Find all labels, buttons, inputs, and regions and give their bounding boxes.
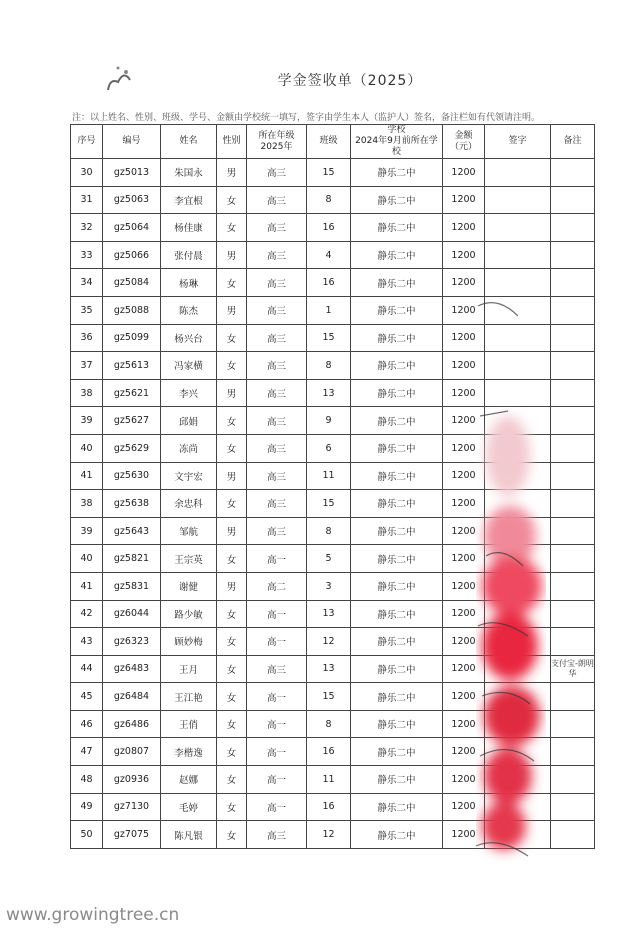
- cell-name: 毛婷: [161, 793, 217, 821]
- cell-gender: 女: [217, 655, 247, 683]
- cell-note: [551, 710, 595, 738]
- cell-signature: [485, 462, 551, 490]
- cell-note: [551, 186, 595, 214]
- cell-name: 王宗英: [161, 545, 217, 573]
- cell-name: 李兴: [161, 379, 217, 407]
- cell-grade: 高一: [247, 710, 307, 738]
- cell-name: 朱国永: [161, 159, 217, 187]
- cell-amount: 1200: [443, 407, 485, 435]
- cell-no: 43: [71, 628, 103, 656]
- cell-amount: 1200: [443, 738, 485, 766]
- cell-school: 静乐二中: [351, 572, 443, 600]
- cell-name: 杨兴台: [161, 324, 217, 352]
- cell-grade: 高三: [247, 517, 307, 545]
- cell-no: 41: [71, 572, 103, 600]
- cell-no: 39: [71, 407, 103, 435]
- cell-class: 13: [307, 600, 351, 628]
- cell-gender: 女: [217, 766, 247, 794]
- cell-gender: 男: [217, 517, 247, 545]
- cell-id: gz6486: [103, 710, 161, 738]
- table-row: [71, 379, 595, 407]
- cell-school: 静乐二中: [351, 352, 443, 380]
- cell-school: 静乐二中: [351, 186, 443, 214]
- cell-grade: 高一: [247, 628, 307, 656]
- cell-signature: [485, 407, 551, 435]
- header-grade: 所在年级 2025年: [247, 125, 307, 159]
- cell-note: [551, 655, 595, 683]
- cell-id: gz5064: [103, 214, 161, 242]
- cell-signature: [485, 600, 551, 628]
- table-row: [71, 324, 595, 352]
- cell-grade: 高一: [247, 600, 307, 628]
- cell-no: 35: [71, 296, 103, 324]
- cell-note: [551, 766, 595, 794]
- cell-no: 37: [71, 352, 103, 380]
- cell-note: [551, 269, 595, 297]
- table-row: [71, 600, 595, 628]
- cell-amount: 1200: [443, 379, 485, 407]
- cell-id: gz5621: [103, 379, 161, 407]
- cell-id: gz0936: [103, 766, 161, 794]
- cell-no: 34: [71, 269, 103, 297]
- cell-gender: 女: [217, 738, 247, 766]
- cell-class: 16: [307, 214, 351, 242]
- cell-class: 12: [307, 821, 351, 849]
- table-row: [71, 821, 595, 849]
- cell-grade: 高三: [247, 186, 307, 214]
- cell-class: 16: [307, 793, 351, 821]
- cell-class: 13: [307, 379, 351, 407]
- cell-note: [551, 462, 595, 490]
- watermark-text: www.growingtree.cn: [6, 905, 180, 925]
- cell-id: gz5638: [103, 490, 161, 518]
- header-id: 编号: [103, 125, 161, 159]
- header-name: 姓名: [161, 125, 217, 159]
- cell-grade: 高三: [247, 434, 307, 462]
- cell-signature: [485, 352, 551, 380]
- cell-gender: 女: [217, 545, 247, 573]
- cell-class: 5: [307, 545, 351, 573]
- cell-school: 静乐二中: [351, 710, 443, 738]
- cell-no: 44: [71, 655, 103, 683]
- cell-no: 40: [71, 545, 103, 573]
- cell-school: 静乐二中: [351, 269, 443, 297]
- cell-gender: 女: [217, 269, 247, 297]
- header-signature: 签字: [485, 125, 551, 159]
- cell-id: gz5084: [103, 269, 161, 297]
- cell-amount: 1200: [443, 655, 485, 683]
- cell-signature: [485, 269, 551, 297]
- cell-signature: [485, 683, 551, 711]
- cell-note: [551, 683, 595, 711]
- cell-signature: [485, 545, 551, 573]
- cell-gender: 男: [217, 462, 247, 490]
- school-logo: [100, 60, 140, 100]
- cell-grade: 高三: [247, 655, 307, 683]
- cell-gender: 女: [217, 793, 247, 821]
- cell-gender: 女: [217, 683, 247, 711]
- cell-name: 陈杰: [161, 296, 217, 324]
- cell-school: 静乐二中: [351, 296, 443, 324]
- cell-note: [551, 241, 595, 269]
- table-row: [71, 517, 595, 545]
- cell-amount: 1200: [443, 821, 485, 849]
- cell-signature: [485, 738, 551, 766]
- cell-no: 41: [71, 462, 103, 490]
- receipt-table: [70, 124, 595, 849]
- table-row: [71, 159, 595, 187]
- cell-school: 静乐二中: [351, 683, 443, 711]
- table-row: [71, 490, 595, 518]
- cell-signature: [485, 572, 551, 600]
- cell-gender: 女: [217, 821, 247, 849]
- cell-school: 静乐二中: [351, 407, 443, 435]
- cell-grade: 高三: [247, 352, 307, 380]
- cell-signature: [485, 379, 551, 407]
- cell-name: 余忠科: [161, 490, 217, 518]
- table-row: [71, 462, 595, 490]
- cell-name: 谢健: [161, 572, 217, 600]
- header-class: 班级: [307, 125, 351, 159]
- cell-school: 静乐二中: [351, 434, 443, 462]
- cell-gender: 男: [217, 572, 247, 600]
- cell-signature: [485, 793, 551, 821]
- cell-class: 8: [307, 517, 351, 545]
- cell-school: 静乐二中: [351, 738, 443, 766]
- cell-class: 11: [307, 462, 351, 490]
- cell-name: 王俏: [161, 710, 217, 738]
- note-text: 支付宝-朗明华: [551, 658, 594, 678]
- cell-school: 静乐二中: [351, 241, 443, 269]
- cell-name: 王月: [161, 655, 217, 683]
- cell-grade: 高三: [247, 269, 307, 297]
- cell-id: gz6323: [103, 628, 161, 656]
- cell-grade: 高三: [247, 821, 307, 849]
- cell-school: 静乐二中: [351, 379, 443, 407]
- cell-id: gz6044: [103, 600, 161, 628]
- cell-name: 冻尚: [161, 434, 217, 462]
- cell-amount: 1200: [443, 241, 485, 269]
- cell-signature: [485, 296, 551, 324]
- table-row: [71, 269, 595, 297]
- cell-no: 33: [71, 241, 103, 269]
- cell-amount: 1200: [443, 766, 485, 794]
- cell-grade: 高二: [247, 572, 307, 600]
- header-row: [71, 125, 595, 159]
- cell-name: 李楷逸: [161, 738, 217, 766]
- cell-signature: [485, 655, 551, 683]
- cell-note: [551, 600, 595, 628]
- cell-note: [551, 738, 595, 766]
- cell-signature: [485, 766, 551, 794]
- cell-class: 15: [307, 683, 351, 711]
- cell-name: 邹航: [161, 517, 217, 545]
- cell-name: 李宜根: [161, 186, 217, 214]
- cell-gender: 男: [217, 159, 247, 187]
- cell-grade: 高一: [247, 683, 307, 711]
- table-row: [71, 683, 595, 711]
- cell-amount: 1200: [443, 434, 485, 462]
- cell-class: 16: [307, 738, 351, 766]
- cell-amount: 1200: [443, 628, 485, 656]
- cell-grade: 高一: [247, 766, 307, 794]
- cell-no: 42: [71, 600, 103, 628]
- cell-no: 48: [71, 766, 103, 794]
- cell-school: 静乐二中: [351, 490, 443, 518]
- cell-note: [551, 324, 595, 352]
- cell-grade: 高三: [247, 462, 307, 490]
- cell-name: 张付晨: [161, 241, 217, 269]
- cell-name: 陈凡银: [161, 821, 217, 849]
- table-row: [71, 296, 595, 324]
- cell-signature: [485, 628, 551, 656]
- cell-class: 16: [307, 269, 351, 297]
- cell-school: 静乐二中: [351, 655, 443, 683]
- cell-school: 静乐二中: [351, 628, 443, 656]
- cell-grade: 高三: [247, 241, 307, 269]
- cell-school: 静乐二中: [351, 545, 443, 573]
- cell-gender: 男: [217, 241, 247, 269]
- cell-amount: 1200: [443, 214, 485, 242]
- cell-class: 12: [307, 628, 351, 656]
- table-row: [71, 434, 595, 462]
- cell-signature: [485, 710, 551, 738]
- cell-school: 静乐二中: [351, 159, 443, 187]
- cell-amount: 1200: [443, 352, 485, 380]
- cell-gender: 女: [217, 434, 247, 462]
- cell-no: 47: [71, 738, 103, 766]
- header-no: 序号: [71, 125, 103, 159]
- cell-signature: [485, 241, 551, 269]
- cell-name: 顾妙梅: [161, 628, 217, 656]
- cell-amount: 1200: [443, 545, 485, 573]
- cell-name: 文宇宏: [161, 462, 217, 490]
- cell-signature: [485, 159, 551, 187]
- cell-name: 王江艳: [161, 683, 217, 711]
- cell-signature: [485, 214, 551, 242]
- cell-note: [551, 407, 595, 435]
- cell-signature: [485, 434, 551, 462]
- cell-amount: 1200: [443, 683, 485, 711]
- cell-class: 8: [307, 186, 351, 214]
- cell-id: gz6484: [103, 683, 161, 711]
- cell-id: gz0807: [103, 738, 161, 766]
- cell-grade: 高三: [247, 407, 307, 435]
- cell-id: gz5066: [103, 241, 161, 269]
- cell-school: 静乐二中: [351, 214, 443, 242]
- cell-no: 38: [71, 379, 103, 407]
- cell-note: [551, 159, 595, 187]
- cell-amount: 1200: [443, 490, 485, 518]
- cell-name: 路少敏: [161, 600, 217, 628]
- instructions-text: 注：以上姓名、性别、班级、学号、金额由学校统一填写，签字由学生本人（监护人）签名，备注栏如有代领请注明。: [72, 113, 541, 123]
- cell-id: gz5063: [103, 186, 161, 214]
- cell-gender: 男: [217, 379, 247, 407]
- cell-no: 32: [71, 214, 103, 242]
- cell-id: gz5831: [103, 572, 161, 600]
- cell-class: 9: [307, 407, 351, 435]
- table-row: [71, 241, 595, 269]
- cell-id: gz5627: [103, 407, 161, 435]
- cell-id: gz5613: [103, 352, 161, 380]
- cell-class: 15: [307, 159, 351, 187]
- cell-id: gz5099: [103, 324, 161, 352]
- cell-grade: 高三: [247, 379, 307, 407]
- cell-amount: 1200: [443, 296, 485, 324]
- cell-gender: 女: [217, 600, 247, 628]
- cell-note: [551, 379, 595, 407]
- cell-id: gz6483: [103, 655, 161, 683]
- header-school: 学校 2024年9月前所在学校: [351, 125, 443, 159]
- table-row: [71, 766, 595, 794]
- header-gender: 性别: [217, 125, 247, 159]
- header-note: 备注: [551, 125, 595, 159]
- cell-class: 13: [307, 655, 351, 683]
- cell-id: gz7075: [103, 821, 161, 849]
- cell-amount: 1200: [443, 710, 485, 738]
- cell-school: 静乐二中: [351, 517, 443, 545]
- cell-grade: 高三: [247, 490, 307, 518]
- cell-gender: 女: [217, 628, 247, 656]
- cell-name: 杨琳: [161, 269, 217, 297]
- cell-name: 冯家横: [161, 352, 217, 380]
- cell-amount: 1200: [443, 186, 485, 214]
- cell-school: 静乐二中: [351, 821, 443, 849]
- cell-note: [551, 821, 595, 849]
- cell-amount: 1200: [443, 572, 485, 600]
- cell-grade: 高三: [247, 296, 307, 324]
- cell-grade: 高三: [247, 324, 307, 352]
- table-row: [71, 214, 595, 242]
- cell-grade: 高三: [247, 159, 307, 187]
- cell-note: [551, 352, 595, 380]
- cell-signature: [485, 490, 551, 518]
- table-row: [71, 572, 595, 600]
- cell-signature: [485, 186, 551, 214]
- cell-name: 赵娜: [161, 766, 217, 794]
- cell-id: gz5013: [103, 159, 161, 187]
- cell-id: gz5629: [103, 434, 161, 462]
- cell-gender: 女: [217, 407, 247, 435]
- cell-id: gz5821: [103, 545, 161, 573]
- cell-name: 杨佳康: [161, 214, 217, 242]
- cell-grade: 高三: [247, 214, 307, 242]
- table-row: [71, 738, 595, 766]
- table-row: [71, 407, 595, 435]
- cell-note: [551, 434, 595, 462]
- cell-gender: 女: [217, 186, 247, 214]
- cell-note: [551, 214, 595, 242]
- cell-gender: 女: [217, 710, 247, 738]
- header-amount: 金额 （元）: [443, 125, 485, 159]
- cell-signature: [485, 517, 551, 545]
- table-row: [71, 186, 595, 214]
- cell-no: 46: [71, 710, 103, 738]
- cell-note: [551, 296, 595, 324]
- cell-note: [551, 545, 595, 573]
- cell-id: gz7130: [103, 793, 161, 821]
- table-row: [71, 545, 595, 573]
- cell-note: [551, 517, 595, 545]
- cell-amount: 1200: [443, 324, 485, 352]
- cell-class: 15: [307, 324, 351, 352]
- cell-class: 11: [307, 766, 351, 794]
- cell-note: [551, 490, 595, 518]
- cell-class: 6: [307, 434, 351, 462]
- cell-school: 静乐二中: [351, 324, 443, 352]
- cell-amount: 1200: [443, 269, 485, 297]
- cell-grade: 高一: [247, 793, 307, 821]
- cell-school: 静乐二中: [351, 793, 443, 821]
- cell-grade: 高一: [247, 545, 307, 573]
- cell-amount: 1200: [443, 462, 485, 490]
- cell-school: 静乐二中: [351, 600, 443, 628]
- cell-grade: 高一: [247, 738, 307, 766]
- cell-name: 邱娟: [161, 407, 217, 435]
- cell-no: 39: [71, 517, 103, 545]
- cell-id: gz5630: [103, 462, 161, 490]
- cell-note: [551, 793, 595, 821]
- cell-amount: 1200: [443, 793, 485, 821]
- table-row: [71, 710, 595, 738]
- cell-class: 8: [307, 352, 351, 380]
- cell-note: [551, 572, 595, 600]
- cell-id: gz5088: [103, 296, 161, 324]
- cell-id: gz5643: [103, 517, 161, 545]
- cell-no: 36: [71, 324, 103, 352]
- cell-class: 1: [307, 296, 351, 324]
- cell-school: 静乐二中: [351, 462, 443, 490]
- cell-class: 8: [307, 710, 351, 738]
- cell-amount: 1200: [443, 159, 485, 187]
- cell-gender: 女: [217, 352, 247, 380]
- cell-no: 50: [71, 821, 103, 849]
- cell-gender: 女: [217, 214, 247, 242]
- cell-no: 30: [71, 159, 103, 187]
- table-row: [71, 793, 595, 821]
- cell-gender: 女: [217, 324, 247, 352]
- cell-no: 49: [71, 793, 103, 821]
- cell-school: 静乐二中: [351, 766, 443, 794]
- document-title: 学金签收单（2025）: [277, 73, 423, 89]
- table-row: [71, 628, 595, 656]
- cell-class: 3: [307, 572, 351, 600]
- cell-class: 4: [307, 241, 351, 269]
- cell-signature: [485, 324, 551, 352]
- cell-no: 38: [71, 490, 103, 518]
- cell-amount: 1200: [443, 517, 485, 545]
- cell-no: 40: [71, 434, 103, 462]
- table-row: [71, 655, 595, 683]
- cell-gender: 女: [217, 490, 247, 518]
- cell-no: 31: [71, 186, 103, 214]
- cell-amount: 1200: [443, 600, 485, 628]
- cell-signature: [485, 821, 551, 849]
- table-row: [71, 352, 595, 380]
- cell-gender: 男: [217, 296, 247, 324]
- cell-no: 45: [71, 683, 103, 711]
- cell-class: 15: [307, 490, 351, 518]
- cell-note: [551, 628, 595, 656]
